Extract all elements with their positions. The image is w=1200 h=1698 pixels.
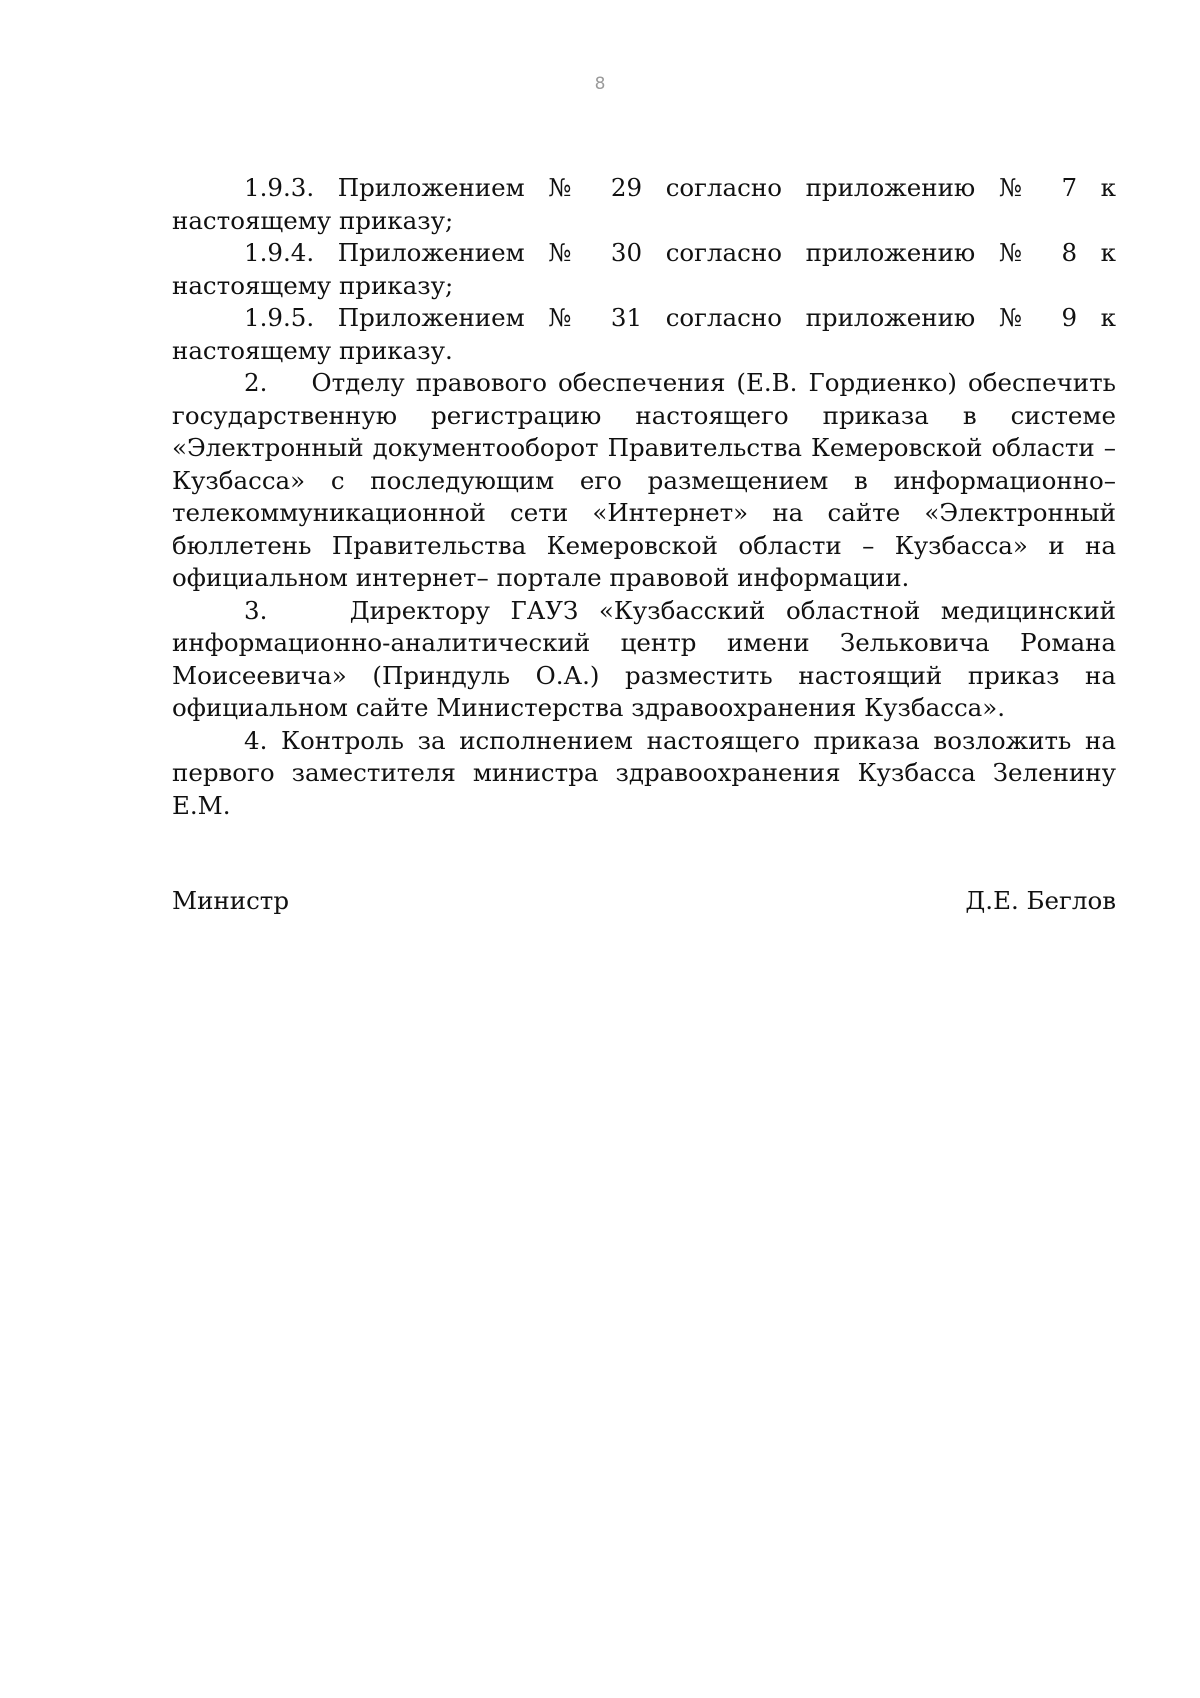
- paragraph-4: 4. Контроль за исполнением настоящего приказа возложить на первого заместителя министра здравоохранения Кузбасса Зеленину Е.М.: [172, 725, 1116, 820]
- paragraph-1-9-5: 1.9.5. Приложением № 31 согласно приложению № 9 к настоящему приказу.: [172, 303, 1116, 365]
- signatory-title: Министр: [172, 886, 290, 915]
- signature-block: [172, 885, 1116, 925]
- document-body: [172, 172, 1116, 822]
- paragraph-1-9-3: 1.9.3. Приложением № 29 согласно приложению № 7 к настоящему приказу;: [172, 173, 1116, 235]
- paragraph-3: 3. Директору ГАУЗ «Кузбасский областной медицинский информационно-аналитический центр имени Зельковича Романа Моисеевича» (Приндуль О.А.) разместить настоящий приказ на официальном сайте Министерства здравоохранения Кузбасса».: [172, 595, 1116, 722]
- paragraph-1-9-4: 1.9.4. Приложением № 30 согласно приложению № 8 к настоящему приказу;: [172, 238, 1116, 300]
- page-number: 8: [594, 74, 606, 94]
- signatory-name: Д.Е. Беглов: [965, 886, 1116, 915]
- paragraph-2: 2. Отделу правового обеспечения (Е.В. Гордиенко) обеспечить государственную регистрацию настоящего приказа в системе «Электронный документооборот Правительства Кемеровской области – Кузбасса» с последующим его размещением в информационно– телекоммуникационной сети «Интернет» на сайте «Электронный бюллетень Правительства Кемеровской области – Кузбасса» и на официальном интернет– портале правовой информации.: [172, 368, 1116, 592]
